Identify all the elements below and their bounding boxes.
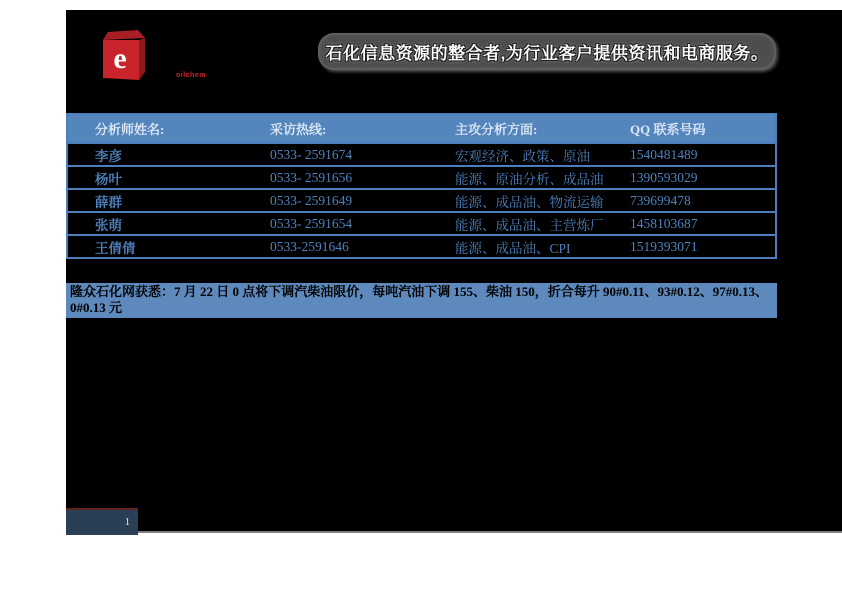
- analyst-focus: 能源、成品油、主营炼厂: [455, 217, 604, 233]
- analyst-hotline: 0533- 2591656: [270, 169, 353, 185]
- analyst-focus: 能源、成品油、CPI: [455, 240, 571, 256]
- oilchem-logo: [98, 28, 208, 86]
- col-header-analyst-name: 分析师姓名:: [95, 122, 165, 137]
- table-header-row: [68, 115, 775, 142]
- slogan-banner: [318, 33, 776, 70]
- table-row: [68, 234, 775, 257]
- analyst-focus: 能源、成品油、物流运输: [455, 194, 604, 210]
- oilchem-logo-icon: [98, 28, 150, 84]
- analyst-qq: 1458103687: [630, 215, 698, 231]
- analyst-hotline: 0533- 2591654: [270, 215, 353, 231]
- analyst-name: 薛群: [95, 194, 122, 210]
- svg-text:e: e: [113, 42, 127, 75]
- news-strip: 隆众石化网获悉：7 月 22 日 0 点将下调汽柴油限价，每吨汽油下调 155、柴油 150，折合每升 90#0.11、93#0.12、97#0.13、0#0.13 元: [66, 283, 777, 318]
- logo-subtext: oilchem: [176, 72, 206, 79]
- analyst-qq: 1390593029: [630, 169, 698, 185]
- slide-canvas: [66, 10, 842, 533]
- analyst-hotline: 0533- 2591674: [270, 146, 353, 162]
- analyst-hotline: 0533-2591646: [270, 238, 349, 254]
- page-number-box: [66, 510, 138, 535]
- col-header-hotline: 采访热线:: [270, 122, 327, 137]
- col-header-qq: QQ 联系号码: [630, 122, 706, 137]
- analyst-focus: 能源、原油分析、成品油: [455, 171, 604, 187]
- analyst-qq: 739699478: [630, 192, 691, 208]
- analyst-name: 王倩倩: [95, 240, 136, 256]
- analyst-name: 李彦: [95, 148, 122, 164]
- analyst-qq: 1540481489: [630, 146, 698, 162]
- analyst-hotline: 0533- 2591649: [270, 192, 353, 208]
- table-row: [68, 165, 775, 188]
- page-number: 1: [125, 517, 130, 528]
- analyst-name: 张萌: [95, 217, 122, 233]
- slogan-text: 石化信息资源的整合者,为行业客户提供资讯和电商服务。: [325, 44, 769, 63]
- table-row: [68, 211, 775, 234]
- analyst-focus: 宏观经济、政策、原油: [455, 148, 590, 164]
- table-row: [68, 188, 775, 211]
- analyst-table: [66, 113, 777, 259]
- table-row: [68, 142, 775, 165]
- analyst-name: 杨叶: [95, 171, 122, 187]
- analyst-qq: 1519393071: [630, 238, 698, 254]
- col-header-focus: 主攻分析方面:: [455, 122, 538, 137]
